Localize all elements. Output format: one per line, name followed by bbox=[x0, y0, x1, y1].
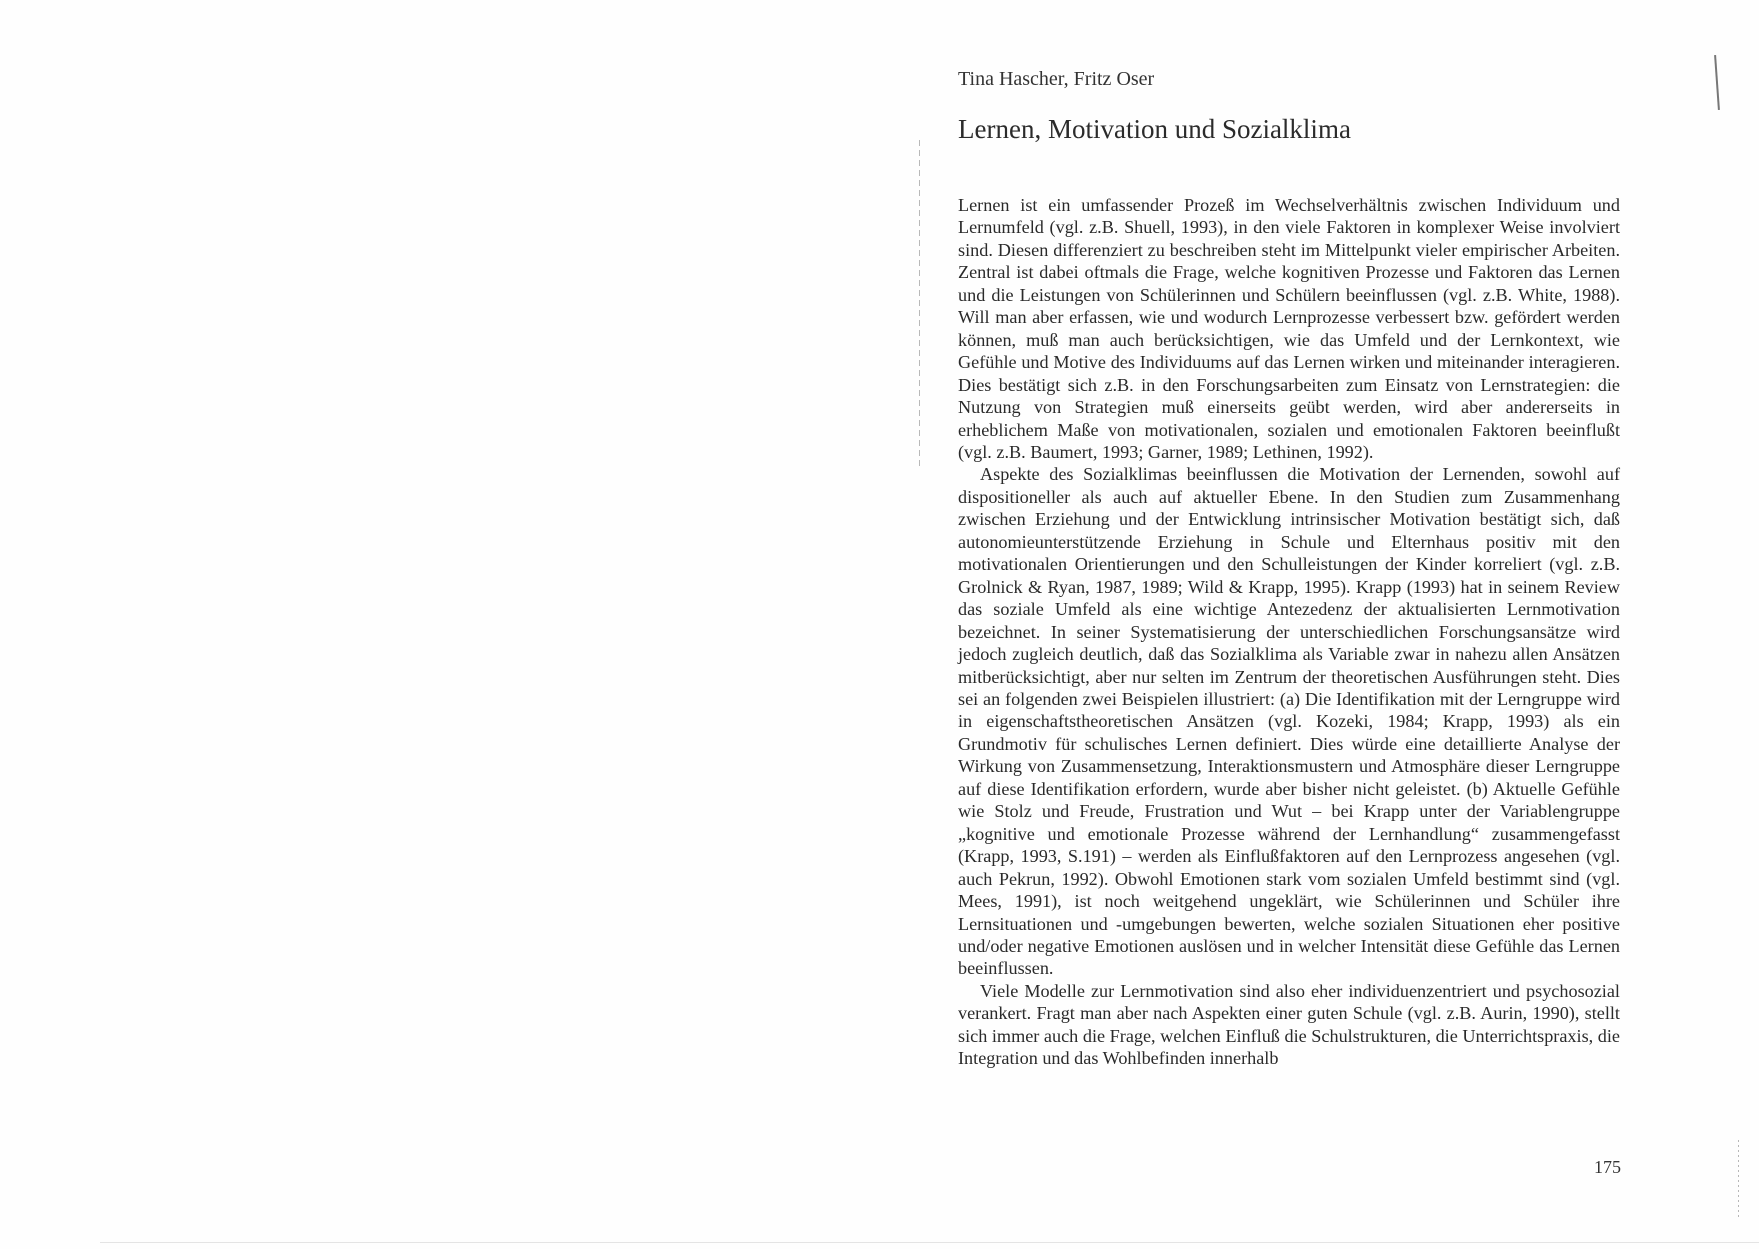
paragraph-3: Viele Modelle zur Lernmotivation sind also eher individuenzentriert und psychosozial verankert. Fragt man aber nach Aspekten einer guten Schule (vgl. z.B. Aurin, 1990), stellt sich immer auch die Frage, welchen Einfluß die Schulstrukturen, die Unterrichtspraxis, die Integration und das Wohlbefinden innerhalb bbox=[958, 980, 1620, 1069]
article-title: Lernen, Motivation und Sozialklima bbox=[958, 114, 1351, 144]
paragraph-2: Aspekte des Sozialklimas beeinflussen die Motivation der Lernenden, sowohl auf dispositioneller als auch auf aktueller Ebene. In den Studien zum Zusammenhang zwischen Erziehung und der Entwicklung intrinsischer Motivation bestätigt sich, daß autonomieunterstützende Erziehung in Schule und Elternhaus positiv mit den motivationalen Orientierungen und den Schulleistungen der Kinder korreliert (vgl. z.B. Grolnick & Ryan, 1987, 1989; Wild & Krapp, 1995). Krapp (1993) hat in seinem Review das soziale Umfeld als eine wichtige Antezedenz der aktualisierten Lernmotivation bezeichnet. In seiner Systematisierung der unterschiedlichen Forschungsansätze wird jedoch zugleich deutlich, daß das Sozialklima als Variable zwar in nahezu allen Ansätzen mitberücksichtigt, aber nur selten im Zentrum der theoretischen Ausführungen steht. Dies sei an folgenden zwei Beispielen illustriert: (a) Die Identifikation mit der Lerngruppe wird in eigenschaftstheoretischen Ansätzen (vgl. Kozeki, 1984; Krapp, 1993) als ein Grundmotiv für schulisches Lernen definiert. Dies würde eine detaillierte Analyse der Wirkung von Zusammensetzung, Interaktionsmustern und Atmosphäre dieser Lerngruppe auf diese Identifikation erfordern, wurde aber bisher nicht geleistet. (b) Aktuelle Gefühle wie Stolz und Freude, Frustration und Wut – bei Krapp unter der Variablengruppe „kognitive und emotionale Prozesse während der Lernhandlung“ zusammengefasst (Krapp, 1993, S.191) – werden als Einflußfaktoren auf den Lernprozess angesehen (vgl. auch Pekrun, 1992). Obwohl Emotionen stark vom sozialen Umfeld bestimmt sind (vgl. Mees, 1991), ist noch weitgehend ungeklärt, wie Schülerinnen und Schüler ihre Lernsituationen und -umgebungen bewerten, welche sozialen Situationen eher positive und/oder negative Emotionen auslösen und in welcher Intensität diese Gefühle das Lernen beeinflussen. bbox=[958, 464, 1620, 979]
page-number: 175 bbox=[1594, 1157, 1621, 1177]
scan-edge-dots bbox=[1738, 1140, 1739, 1220]
scan-edge-mark bbox=[1714, 55, 1720, 110]
article-body bbox=[958, 194, 1620, 1070]
article-authors: Tina Hascher, Fritz Oser bbox=[958, 68, 1155, 90]
paragraph-1: Lernen ist ein umfassender Prozeß im Wechselverhältnis zwischen Individuum und Lernumfeld (vgl. z.B. Shuell, 1993), in den viele Faktoren in komplexer Weise involviert sind. Diesen differenziert zu beschreiben steht im Mittelpunkt vieler empirischer Arbeiten. Zentral ist dabei oftmals die Frage, welche kognitiven Prozesse und Faktoren das Lernen und die Leistungen von Schülerinnen und Schülern beeinflussen (vgl. z.B. White, 1988). Will man aber erfassen, wie und wodurch Lernprozesse verbessert bzw. gefördert werden können, muß man auch berücksichtigen, wie das Umfeld und der Lernkontext, wie Gefühle und Motive des Individuums auf das Lernen wirken und miteinander interagieren. Dies bestätigt sich z.B. in den Forschungsarbeiten zum Einsatz von Lernstrategien: die Nutzung von Strategien muß einerseits geübt werden, wird aber andererseits in erheblichem Maße von motivationalen, sozialen und emotionalen Faktoren beeinflußt (vgl. z.B. Baumert, 1993; Garner, 1989; Lethinen, 1992). bbox=[958, 195, 1620, 462]
scan-bottom-edge bbox=[100, 1242, 1759, 1243]
gutter-line bbox=[919, 140, 920, 470]
